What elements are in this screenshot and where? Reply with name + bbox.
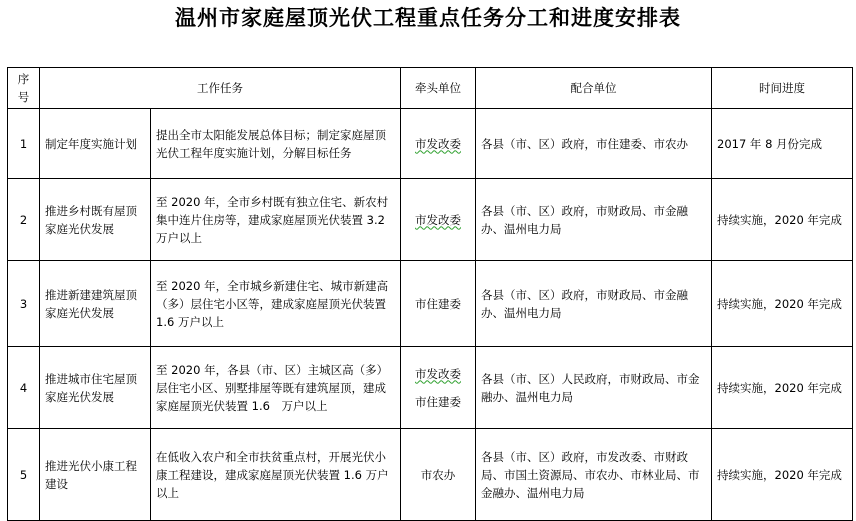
row-no: 2 [8, 179, 40, 261]
table-row [8, 429, 853, 521]
row-lead [401, 347, 476, 429]
document-title: 温州市家庭屋顶光伏工程重点任务分工和进度安排表 [175, 5, 681, 30]
lead-unit: 市住建委 [415, 296, 461, 311]
lead-unit: 市农办 [420, 467, 456, 482]
row-lead [401, 261, 476, 347]
row-coop: 各县（市、区）政府，市财政局、市金融办、温州电力局 [476, 261, 712, 347]
row-task-name: 推进乡村既有屋顶家庭光伏发展 [40, 179, 151, 261]
row-time: 持续实施，2020 年完成 [712, 347, 853, 429]
row-task-desc: 提出全市太阳能发展总体目标；制定家庭屋顶光伏工程年度实施计划，分解目标任务 [151, 109, 401, 179]
table-row [8, 179, 853, 261]
lead-unit: 市发改委 [415, 136, 461, 151]
row-coop: 各县（市、区）政府，市住建委、市农办 [476, 109, 712, 179]
lead-unit: 市发改委 [415, 366, 461, 381]
row-coop: 各县（市、区）人民政府，市财政局、市金融办、温州电力局 [476, 347, 712, 429]
row-task-desc: 至 2020 年，各县（市、区）主城区高（多）层住宅小区、别墅排屋等既有建筑屋顶，建成家庭屋顶光伏装置 1.6 万户以上 [151, 347, 401, 429]
row-task-desc: 至 2020 年，全市城乡新建住宅、城市新建高（多）层住宅小区等，建成家庭屋顶光伏装置 1.6 万户以上 [151, 261, 401, 347]
header-task: 工作任务 [40, 68, 401, 109]
header-no: 序号 [8, 68, 40, 109]
row-lead [401, 179, 476, 261]
row-time: 2017 年 8 月份完成 [712, 109, 853, 179]
task-table [7, 67, 853, 521]
row-time: 持续实施，2020 年完成 [712, 429, 853, 521]
row-lead [401, 109, 476, 179]
row-task-desc: 在低收入农户和全市扶贫重点村，开展光伏小康工程建设，建成家庭屋顶光伏装置 1.6 万户以上 [151, 429, 401, 521]
header-time: 时间进度 [712, 68, 853, 109]
row-time: 持续实施，2020 年完成 [712, 179, 853, 261]
row-no: 1 [8, 109, 40, 179]
row-time: 持续实施，2020 年完成 [712, 261, 853, 347]
table-row [8, 261, 853, 347]
header-coop: 配合单位 [476, 68, 712, 109]
row-task-name: 推进光伏小康工程建设 [40, 429, 151, 521]
row-no: 4 [8, 347, 40, 429]
header-row [8, 68, 853, 109]
row-coop: 各县（市、区）政府，市发改委、市财政局、市国土资源局、市农办、市林业局、市金融办、温州电力局 [476, 429, 712, 521]
table-row [8, 347, 853, 429]
row-coop: 各县（市、区）政府，市财政局、市金融办、温州电力局 [476, 179, 712, 261]
row-task-name: 推进城市住宅屋顶家庭光伏发展 [40, 347, 151, 429]
header-lead: 牵头单位 [401, 68, 476, 109]
row-task-desc: 至 2020 年，全市乡村既有独立住宅、新农村集中连片住房等，建成家庭屋顶光伏装置 3.2 万户以上 [151, 179, 401, 261]
row-no: 5 [8, 429, 40, 521]
lead-unit: 市住建委 [415, 394, 461, 409]
row-no: 3 [8, 261, 40, 347]
row-task-name: 制定年度实施计划 [40, 109, 151, 179]
table-row [8, 109, 853, 179]
lead-unit: 市发改委 [415, 212, 461, 227]
row-lead [401, 429, 476, 521]
row-task-name: 推进新建建筑屋顶家庭光伏发展 [40, 261, 151, 347]
